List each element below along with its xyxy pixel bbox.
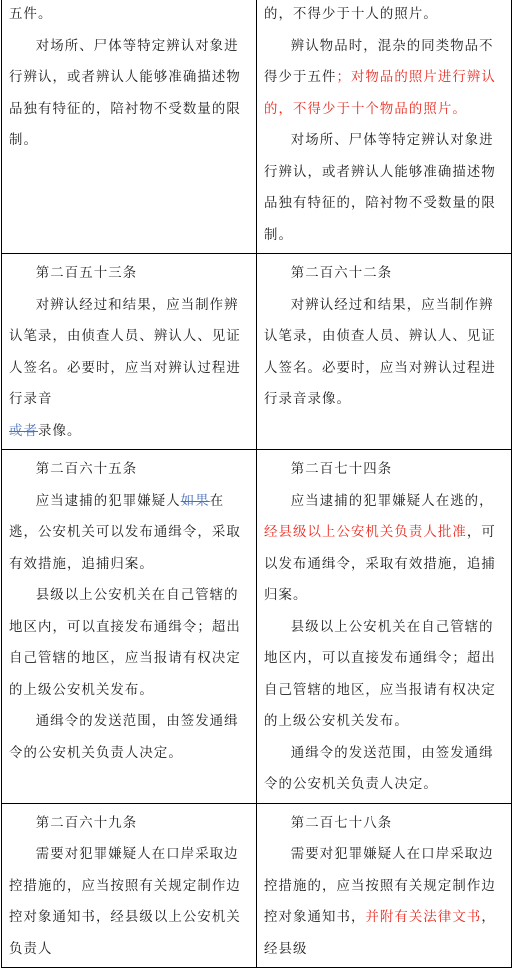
clause-text: 第二百七十八条 — [290, 815, 393, 831]
added-text: 经县级以上公安机关负责人批准 — [264, 525, 467, 540]
clause-paragraph — [9, 580, 250, 706]
clause-text: 第二百六十九条 — [35, 815, 138, 831]
clause-text: 县级以上公安机关在自己管辖的地区内，可以直接发布通缉令；超出自己管辖的地区，应当报请有权决定的上级公安机关发布。 — [264, 619, 496, 729]
clause-paragraph — [9, 706, 250, 769]
comparison-table — [1, 0, 512, 968]
clause-text: 第二百七十四条 — [290, 462, 393, 477]
new-text-cell — [257, 803, 512, 968]
clause-paragraph — [264, 31, 505, 126]
clause-text: ，经县级 — [264, 910, 496, 957]
clause-text: 录像。 — [37, 423, 82, 439]
table-row — [2, 450, 512, 804]
clause-text: 县级以上公安机关在自己管辖的地区内，可以直接发布通缉令；超出自己管辖的地区，应当报请有权决定的上级公安机关发布。 — [9, 588, 241, 698]
clause-text: 对场所、尸体等特定辨认对象进行辨认，或者辨认人能够准确描述物品独有特征的，陪衬物不受数量的限制。 — [264, 133, 496, 243]
comparison-body — [2, 0, 512, 968]
clause-text: 第二百六十五条 — [35, 462, 138, 477]
clause-text: 需要对犯罪嫌疑人在口岸采取边控措施的，应当按照有关规定制作边控对象通知书， — [264, 847, 496, 925]
clause-text: 对场所、尸体等特定辨认对象进行辨认，或者辨认人能够准确描述物品独有特征的，陪衬物不受数量的限制。 — [9, 38, 241, 148]
table-row — [2, 254, 512, 450]
added-text: 并附有关法律文书 — [365, 910, 482, 925]
clause-text: 五件。 — [9, 7, 53, 22]
clause-text: ，可以发布通缉令，采取有效措施，追捕归案。 — [264, 525, 496, 603]
clause-text: 需要对犯罪嫌疑人在口岸采取边控措施的，应当按照有关规定制作边控对象通知书，经县级以上公安机关负责人 — [9, 847, 241, 957]
clause-paragraph — [264, 454, 505, 486]
clause-paragraph — [264, 738, 505, 801]
clause-paragraph — [9, 31, 250, 157]
clause-paragraph — [9, 486, 250, 581]
added-text: ；对物品的照片进行辨认的，不得少于十个物品的照片。 — [264, 70, 496, 117]
old-text-cell — [2, 450, 257, 804]
clause-paragraph — [264, 486, 505, 612]
clause-paragraph — [9, 808, 250, 840]
new-text-cell — [257, 0, 512, 254]
clause-text: 通缉令的发送范围，由签发通缉令的公安机关负责人决定。 — [264, 745, 494, 792]
clause-paragraph — [9, 290, 250, 416]
clause-text: 应当逮捕的犯罪嫌疑人 — [35, 493, 181, 509]
old-text-cell — [2, 0, 257, 254]
clause-paragraph — [9, 454, 250, 486]
new-text-cell — [257, 450, 512, 804]
clause-paragraph — [264, 290, 505, 416]
clause-text: 第二百六十二条 — [290, 266, 393, 281]
clause-paragraph — [264, 125, 505, 251]
clause-text: 辨认物品时，混杂的同类物品不得少于五件 — [264, 38, 494, 85]
clause-text: 的，不得少于十人的照片。 — [264, 7, 438, 22]
table-row — [2, 803, 512, 968]
clause-text: 应当逮捕的犯罪嫌疑人在逃的， — [290, 493, 494, 509]
clause-paragraph — [9, 258, 250, 290]
old-text-cell — [2, 254, 257, 450]
clause-paragraph — [264, 808, 505, 840]
clause-paragraph — [9, 839, 250, 965]
clause-text: 第二百五十三条 — [35, 266, 138, 281]
clause-text: 通缉令的发送范围，由签发通缉令的公安机关负责人决定。 — [9, 714, 239, 761]
deleted-text: 或者 — [9, 423, 38, 439]
clause-text: 在逃，公安机关可以发布通缉令，采取有效措施，追捕归案。 — [9, 493, 241, 572]
old-text-cell — [2, 803, 257, 968]
clause-text: 对辨认经过和结果，应当制作辨认笔录，由侦查人员、辨认人、见证人签名。必要时，应当对辨认过程进行录音 — [9, 297, 241, 407]
clause-text: 对辨认经过和结果，应当制作辨认笔录，由侦查人员、辨认人、见证人签名。必要时，应当对辨认过程进行录音录像。 — [264, 297, 496, 407]
clause-paragraph — [264, 612, 505, 738]
deleted-text: 如果 — [180, 493, 210, 509]
clause-paragraph — [264, 258, 505, 290]
clause-paragraph — [9, 0, 250, 31]
clause-paragraph — [264, 0, 505, 31]
clause-paragraph — [9, 416, 250, 448]
new-text-cell — [257, 254, 512, 450]
clause-paragraph — [264, 839, 505, 965]
table-row — [2, 0, 512, 254]
